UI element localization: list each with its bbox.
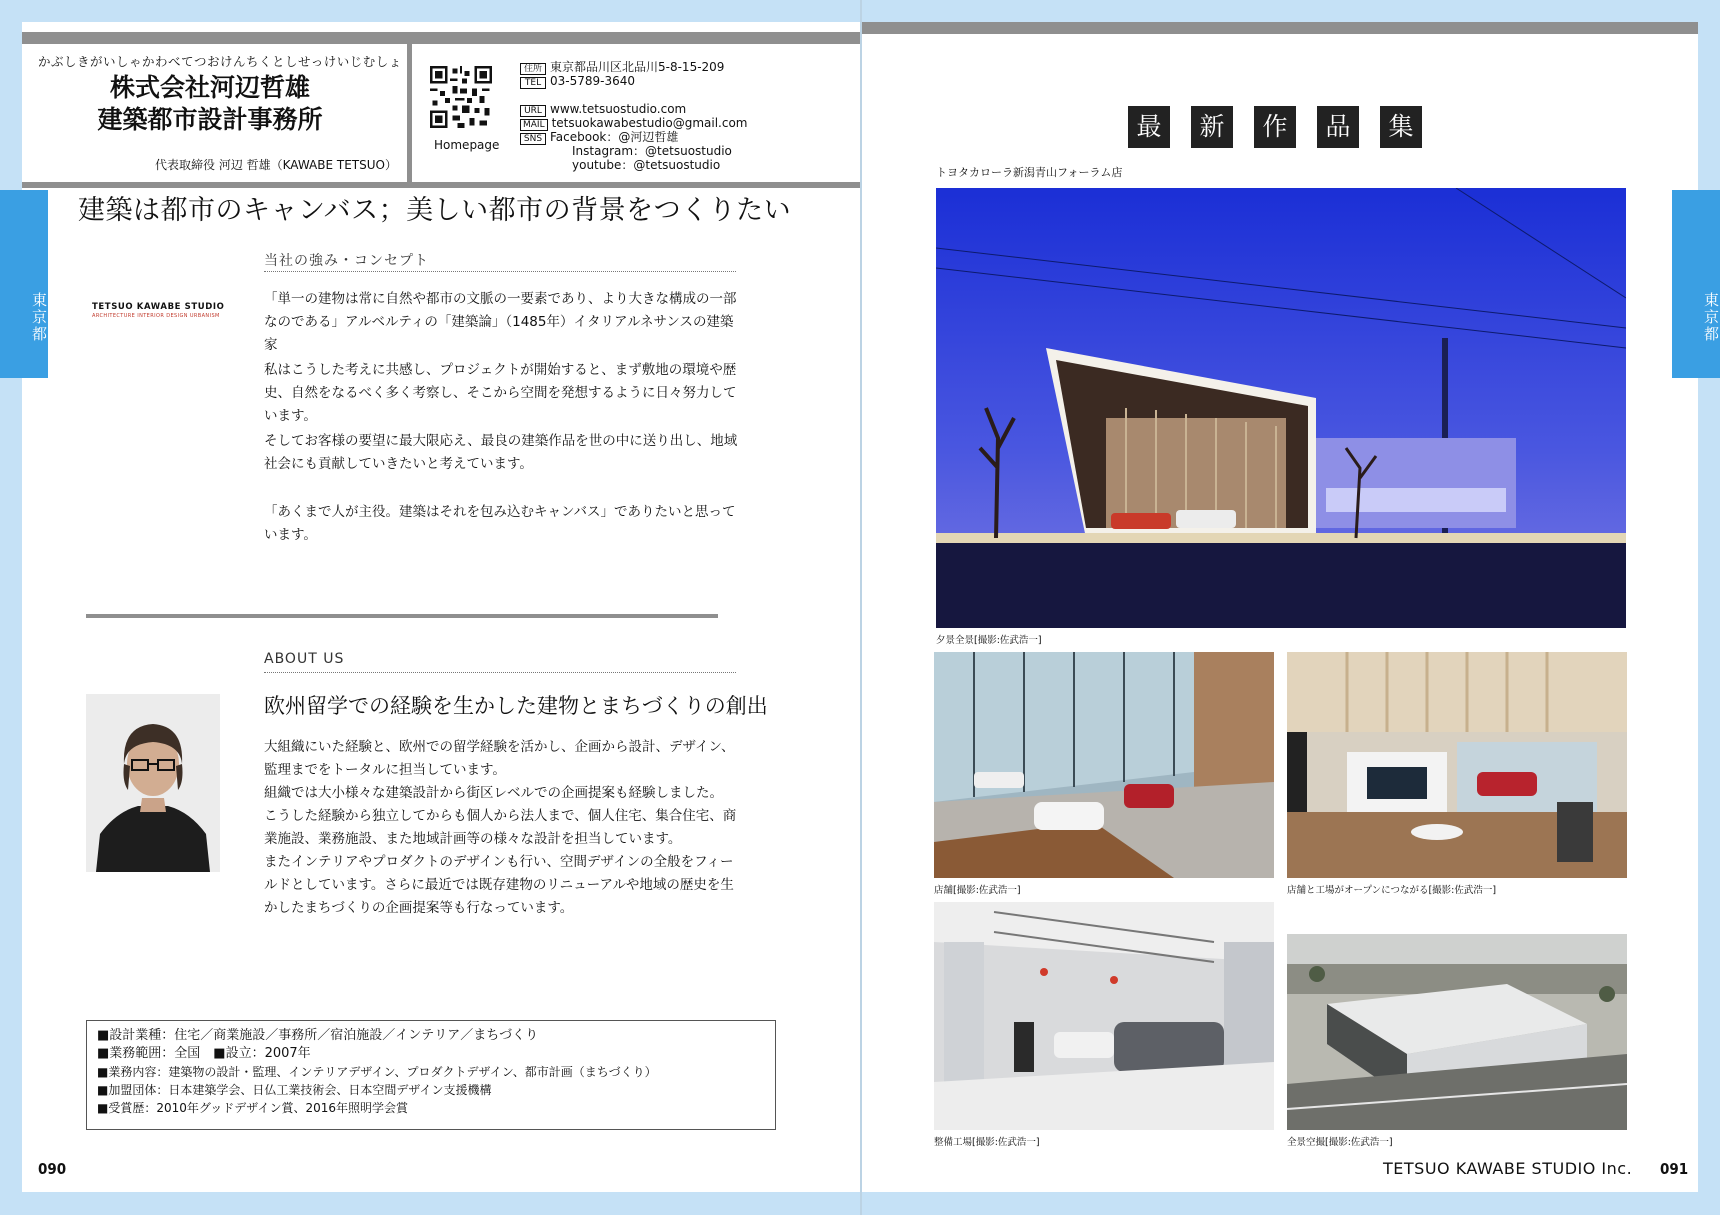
concept-paragraph-1: 「単一の建物は常に自然や都市の文脈の一要素であり、より大きな構成の一部なのである」アルベルティの「建築論」（1485年）イタリアルネサンスの建築家 <box>264 291 737 353</box>
caption-open-workshop: 店舗と工場がオープンにつながる[撮影:佐武浩一] <box>1287 885 1497 896</box>
contact-url[interactable]: URL www.tetsuostudio.com <box>520 102 686 117</box>
region-tab-left: 東京都 <box>0 190 48 378</box>
latest-works-heading <box>1128 106 1422 148</box>
heading-char: 最 <box>1128 106 1170 148</box>
section-divider <box>86 614 718 618</box>
photo-dusk-exterior <box>936 188 1626 628</box>
photo-open-workshop <box>1287 652 1627 878</box>
caption-aerial-view: 全景空撮[撮影:佐武浩一] <box>1287 1137 1393 1148</box>
about-paragraph: 大組織にいた経験と、欧州での留学経験を活かし、企画から設計、デザイン、監理までをトータルに担当しています。 組織では大小様々な建築設計から街区レベルでの企画提案も経験しました。 こうした経験から独立してからも個人から法人まで、個人住宅、集合住宅、商業施設、業務施設、また地域計画等の様々な設計を担当しています。 またインテリアやプロダクトのデザインも行い、空間デザインの全般をフィールドとしています。さらに最近では既存建物のリニューアルや地域の歴史を生かしたまちづくりの企画提案等も行なっています。 <box>264 739 737 916</box>
header-top-rule <box>22 32 860 44</box>
company-info-box <box>86 1020 776 1130</box>
right-page <box>862 22 1698 1192</box>
about-title-rule <box>264 672 736 673</box>
concept-title: 当社の強み・コンセプト <box>264 253 429 269</box>
heading-char: 作 <box>1254 106 1296 148</box>
portrait-photo <box>86 694 220 872</box>
caption-dusk-exterior: 夕景全景[撮影:佐武浩一] <box>936 635 1042 646</box>
contact-tel[interactable]: TEL 03-5789-3640 <box>520 74 635 89</box>
studio-logo-text: TETSUO KAWABE STUDIO <box>92 302 225 312</box>
concept-paragraph-3: そしてお客様の要望に最大限応え、最良の建築作品を世の中に送り出し、地域社会にも貢献していきたいと考えています。 <box>264 433 738 472</box>
company-name <box>80 72 340 136</box>
header-divider <box>407 44 412 182</box>
heading-char: 品 <box>1317 106 1359 148</box>
caption-service-garage: 整備工場[撮影:佐武浩一] <box>934 1137 1040 1148</box>
contact-sns-facebook[interactable]: SNS Facebook：@河辺哲雄 <box>520 130 678 145</box>
info-services: ■業務内容：建築物の設計・監理、インテリアデザイン、プロダクトデザイン、都市計画（まちづくり） <box>97 1065 657 1079</box>
qr-code-icon[interactable] <box>430 66 492 128</box>
studio-logo <box>92 302 226 319</box>
caption-showroom: 店舗[撮影:佐武浩一] <box>934 885 1021 896</box>
page-number-right: 091 <box>1660 1160 1689 1178</box>
region-tab-right: 東京都 <box>1672 190 1720 378</box>
concept-title-rule <box>264 271 736 272</box>
info-area-founded: ■業務範囲：全国 ■設立：2007年 <box>97 1046 311 1061</box>
right-header-rule <box>862 22 1698 34</box>
heading-char: 新 <box>1191 106 1233 148</box>
studio-name-footer: TETSUO KAWABE STUDIO Inc. <box>1383 1159 1633 1178</box>
photo-aerial-view <box>1287 934 1627 1130</box>
contact-sns-youtube[interactable]: youtube：@tetsuostudio <box>572 158 721 172</box>
left-page <box>22 22 860 1192</box>
concept-paragraph-2: 私はこうした考えに共感し、プロジェクトが開始すると、まず敷地の環境や歴史、自然をなるべく多く考察し、そこから空間を発想するように日々努力しています。 <box>264 362 737 424</box>
contact-sns-instagram[interactable]: Instagram：@tetsuostudio <box>572 144 732 158</box>
heading-char: 集 <box>1380 106 1422 148</box>
concept-paragraph-4: 「あくまで人が主役。建築はそれを包み込むキャンバス」でありたいと思っています。 <box>264 504 736 543</box>
photo-service-garage <box>934 902 1274 1130</box>
representative: 代表取締役 河辺 哲雄（KAWABE TETSUO） <box>155 158 397 172</box>
qr-label: Homepage <box>434 138 500 152</box>
company-kana: かぶしきがいしゃかわべてつおけんちくとしせっけいじむしょ <box>38 54 402 69</box>
company-name-line2: 建築都市設計事務所 <box>97 105 323 134</box>
project-name: トヨタカローラ新潟青山フォーラム店 <box>936 166 1123 179</box>
page-headline: 建築は都市のキャンバス；美しい都市の背景をつくりたい <box>78 195 792 226</box>
company-name-line1: 株式会社河辺哲雄 <box>109 73 310 102</box>
info-memberships: ■加盟団体：日本建築学会、日仏工業技術会、日本空間デザイン支援機構 <box>97 1083 492 1097</box>
info-awards: ■受賞歴：2010年グッドデザイン賞、2016年照明学会賞 <box>97 1101 408 1115</box>
about-title: ABOUT US <box>264 651 345 667</box>
info-design-types: ■設計業種：住宅／商業施設／事務所／宿泊施設／インテリア／まちづくり <box>97 1028 539 1043</box>
contact-mail[interactable]: MAIL tetsuokawabestudio@gmail.com <box>520 116 747 131</box>
about-headline: 欧州留学での経験を生かした建物とまちづくりの創出 <box>264 694 768 718</box>
contact-address: 住所 東京都品川区北品川5-8-15-209 <box>520 60 724 75</box>
company-header <box>22 32 860 182</box>
studio-logo-subtext: ARCHITECTURE INTERIOR DESIGN URBANISM <box>92 313 220 319</box>
page-number-left: 090 <box>38 1160 67 1178</box>
photo-showroom <box>934 652 1274 878</box>
